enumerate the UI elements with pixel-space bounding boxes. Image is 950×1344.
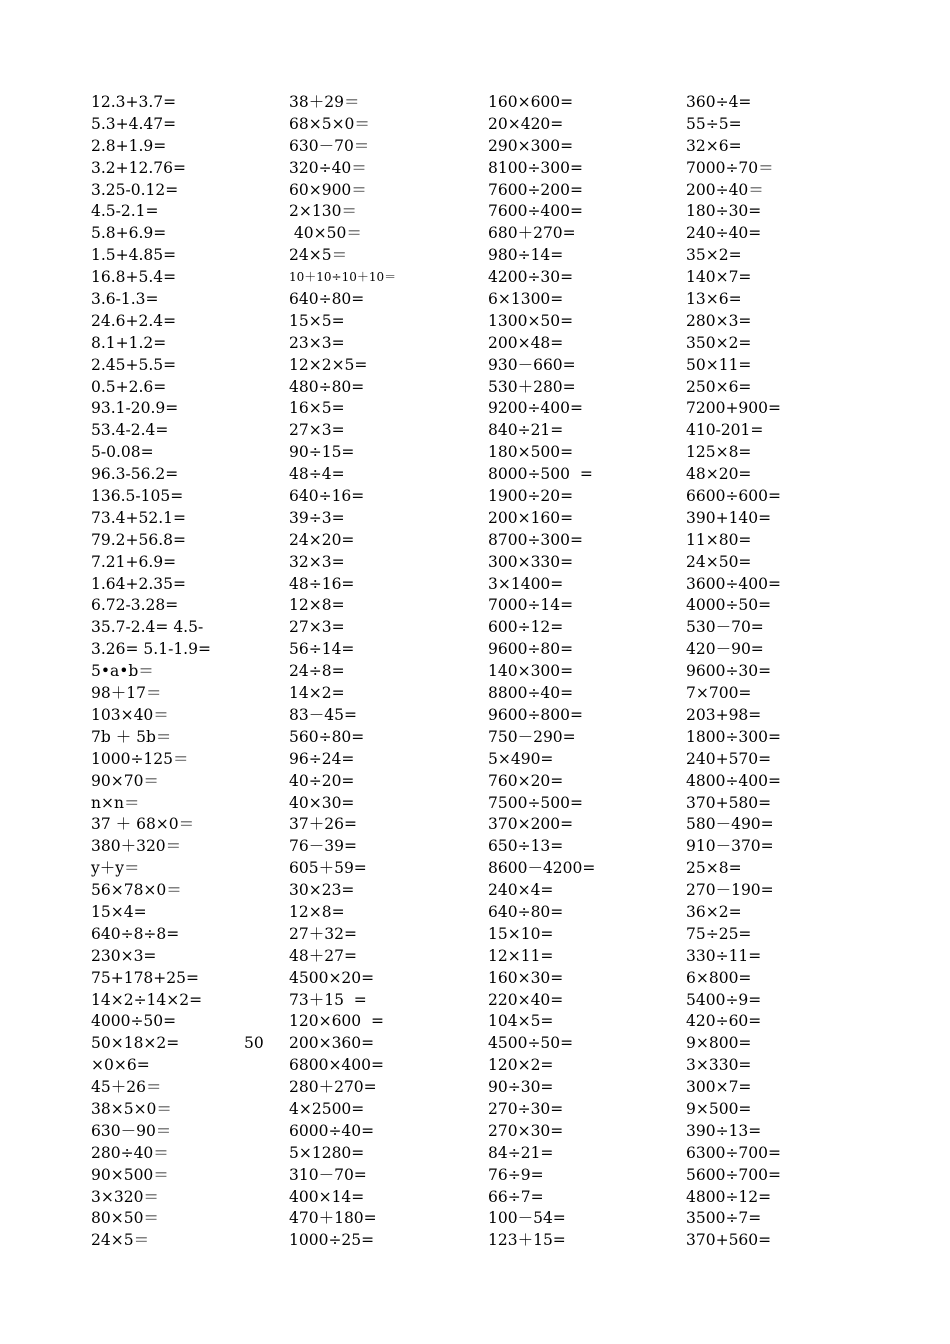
math-problem: 8700÷300= — [488, 530, 584, 549]
math-problem: 84÷21= — [488, 1143, 554, 1162]
math-problem: 5-0.08= — [91, 443, 154, 462]
math-problem: 38＋29＝ — [289, 93, 360, 111]
math-problem: 5600÷700= — [686, 1165, 782, 1184]
math-problem: 400×14= — [289, 1187, 365, 1206]
math-problem: 640÷80= — [488, 902, 564, 921]
math-problem: n×n＝ — [91, 793, 140, 812]
math-problem: 6600÷600= — [686, 487, 782, 506]
math-problem: 90×70＝ — [91, 771, 159, 790]
math-problem: 5×490= — [488, 749, 554, 768]
math-problem: 39÷3= — [289, 508, 345, 527]
math-problem: 7600÷200= — [488, 180, 584, 199]
math-problem: 48÷16= — [289, 574, 355, 593]
math-problem: 14×2÷14×2= — [91, 990, 203, 1009]
math-problem: 35×2= — [686, 246, 742, 265]
math-problem: 50×18×2= — [91, 1034, 180, 1053]
math-problem: 4000÷50= — [91, 1012, 177, 1031]
math-problem: 32×3= — [289, 552, 345, 571]
math-problem: 3.2+12.76= — [91, 158, 186, 177]
stray-number: 50 — [244, 1034, 264, 1052]
math-problem: 2.45+5.5= — [91, 355, 177, 374]
math-problem: 8600－4200= — [488, 859, 596, 878]
math-problem: ×0×6= — [91, 1056, 150, 1075]
math-problem: 6800×400= — [289, 1056, 385, 1075]
math-problem: 5•a•b＝ — [91, 662, 154, 681]
math-problem: 280÷40＝ — [91, 1143, 169, 1162]
math-problem: 320÷40＝ — [289, 158, 367, 177]
math-problem: 27＋32= — [289, 924, 357, 943]
math-problem: 180÷30= — [686, 202, 762, 221]
math-problem: 66÷7= — [488, 1187, 544, 1206]
math-problem: 680＋270= — [488, 224, 576, 243]
math-problem: 1.5+4.85= — [91, 246, 177, 265]
math-problem: 4×2500= — [289, 1099, 365, 1118]
math-problem: 90×500＝ — [91, 1165, 169, 1184]
math-problem: 24÷8= — [289, 662, 345, 681]
math-problem: 370+580= — [686, 793, 772, 812]
math-problem: 200×48= — [488, 333, 564, 352]
math-problem: 27×3= — [289, 618, 345, 637]
math-problem: 76÷9= — [488, 1165, 544, 1184]
math-problem: 7000÷70＝ — [686, 158, 774, 177]
math-problem: 7×700= — [686, 684, 752, 703]
math-problem: 640÷8÷8= — [91, 924, 180, 943]
math-problem: 3×320＝ — [91, 1187, 159, 1206]
math-problem: 73.4+52.1= — [91, 508, 186, 527]
math-problem: 55÷5= — [686, 114, 742, 133]
math-problem: 9200÷400= — [488, 399, 584, 418]
math-problem: y＋y＝ — [91, 859, 140, 878]
math-problem: 9600÷30= — [686, 662, 772, 681]
math-problem: 48×20= — [686, 465, 752, 484]
math-problem: 12×2×5= — [289, 355, 368, 374]
math-problem: 200×360= — [289, 1034, 375, 1053]
math-problem: 3.25-0.12= — [91, 180, 179, 199]
math-problem: 125×8= — [686, 443, 752, 462]
math-problem: 136.5-105= — [91, 487, 184, 506]
math-problem: 12.3+3.7= — [91, 93, 177, 111]
math-problem: 5400÷9= — [686, 990, 762, 1009]
math-problem: 220×40= — [488, 990, 564, 1009]
math-problem: 90÷30= — [488, 1078, 554, 1097]
math-problem: 36×2= — [686, 902, 742, 921]
math-problem: 24×20= — [289, 530, 355, 549]
math-problem: 3×1400= — [488, 574, 564, 593]
math-problem: 24×50= — [686, 552, 752, 571]
math-problem: 73＋15 = — [289, 990, 367, 1009]
math-problem: 4500÷50= — [488, 1034, 574, 1053]
math-problem: 11×80= — [686, 530, 752, 549]
math-problem: 10＋10÷10＋10＝ — [289, 270, 397, 285]
math-problem: 93.1-20.9= — [91, 399, 179, 418]
math-problem: 760×20= — [488, 771, 564, 790]
math-problem: 240+570= — [686, 749, 772, 768]
math-problem: 750－290= — [488, 727, 576, 746]
math-problem: 3600÷400= — [686, 574, 782, 593]
math-problem: 560÷80= — [289, 727, 365, 746]
math-problem: 25×8= — [686, 859, 742, 878]
math-problem: 1000÷125＝ — [91, 749, 189, 768]
math-problem: 40×50＝ — [289, 224, 362, 243]
math-problem: 200÷40＝ — [686, 180, 764, 199]
math-problem: 5×1280= — [289, 1143, 365, 1162]
math-problem: 8800÷40= — [488, 684, 574, 703]
math-problem: 48÷4= — [289, 465, 345, 484]
math-problem: 290×300= — [488, 136, 574, 155]
math-problem: 1000÷25= — [289, 1231, 375, 1250]
math-problem: 7000÷14= — [488, 596, 574, 615]
math-problem: 9×800= — [686, 1034, 752, 1053]
math-problem: 380＋320＝ — [91, 837, 182, 856]
math-problem: 270×30= — [488, 1121, 564, 1140]
math-problem: 4.5-2.1= — [91, 202, 159, 221]
math-problem: 76－39= — [289, 837, 357, 856]
math-problem: 250×6= — [686, 377, 752, 396]
math-problem: 420－90= — [686, 640, 764, 659]
problem-column-2 — [289, 92, 396, 1252]
math-problem: 5.8+6.9= — [91, 224, 167, 243]
math-problem: 270－190= — [686, 881, 774, 900]
math-problem: 103×40＝ — [91, 705, 169, 724]
math-problem: 390÷13= — [686, 1121, 762, 1140]
math-problem: 40÷20= — [289, 771, 355, 790]
math-problem: 123＋15= — [488, 1231, 566, 1250]
math-problem: 75+178+25= — [91, 968, 199, 987]
math-problem: 27×3= — [289, 421, 345, 440]
math-problem: 3×330= — [686, 1056, 752, 1075]
math-problem: 16.8+5.4= — [91, 268, 177, 287]
math-problem: 240÷40= — [686, 224, 762, 243]
math-problem: 75÷25= — [686, 924, 752, 943]
math-problem: 280×3= — [686, 311, 752, 330]
math-problem: 280＋270= — [289, 1078, 377, 1097]
math-problem: 38×5×0＝ — [91, 1099, 172, 1118]
math-problem: 300×330= — [488, 552, 574, 571]
math-problem: 45＋26＝ — [91, 1078, 162, 1097]
math-problem: 310－70= — [289, 1165, 367, 1184]
math-problem: 9600÷80= — [488, 640, 574, 659]
math-problem: 3500÷7= — [686, 1209, 762, 1228]
math-problem: 7b ＋ 5b＝ — [91, 727, 172, 746]
problem-column-4 — [686, 92, 781, 1252]
math-problem: 120×2= — [488, 1056, 554, 1075]
math-problem: 7.21+6.9= — [91, 552, 177, 571]
math-problem: 2×130＝ — [289, 202, 357, 221]
math-problem: 270÷30= — [488, 1099, 564, 1118]
math-problem: 160×30= — [488, 968, 564, 987]
math-problem: 37＋26= — [289, 815, 357, 834]
math-problem: 470＋180= — [289, 1209, 377, 1228]
math-problem: 910－370= — [686, 837, 774, 856]
problem-column-3 — [488, 92, 595, 1252]
math-problem: 7200+900= — [686, 399, 782, 418]
math-problem: 640÷80= — [289, 290, 365, 309]
math-problem: 230×3= — [91, 946, 157, 965]
math-problem: 96.3-56.2= — [91, 465, 179, 484]
math-problem: 140×7= — [686, 268, 752, 287]
math-problem: 20×420= — [488, 114, 564, 133]
math-problem: 23×3= — [289, 333, 345, 352]
math-problem: 3.6-1.3= — [91, 290, 159, 309]
math-problem: 1800÷300= — [686, 727, 782, 746]
math-problem: 5.3+4.47= — [91, 114, 177, 133]
math-problem: 4500×20= — [289, 968, 375, 987]
math-problem: 8.1+1.2= — [91, 333, 167, 352]
math-problem: 37 ＋ 68×0＝ — [91, 815, 195, 834]
math-problem: 98＋17＝ — [91, 684, 162, 703]
math-problem: 13×6= — [686, 290, 742, 309]
math-problem: 370+560= — [686, 1231, 772, 1250]
math-problem: 160×600= — [488, 93, 574, 111]
math-problem: 980÷14= — [488, 246, 564, 265]
math-problem: 4800÷12= — [686, 1187, 772, 1206]
math-problem: 390+140= — [686, 508, 772, 527]
math-problem: 56÷14= — [289, 640, 355, 659]
math-problem: 930－660= — [488, 355, 576, 374]
math-problem: 330÷11= — [686, 946, 762, 965]
math-problem: 96÷24= — [289, 749, 355, 768]
math-problem: 350×2= — [686, 333, 752, 352]
math-problem: 4800÷400= — [686, 771, 782, 790]
math-problem: 4200÷30= — [488, 268, 574, 287]
math-problem: 30×23= — [289, 881, 355, 900]
math-problem: 203+98= — [686, 705, 762, 724]
math-problem: 15×5= — [289, 311, 345, 330]
math-problem: 240×4= — [488, 881, 554, 900]
math-problem: 100－54= — [488, 1209, 566, 1228]
math-problem: 410-201= — [686, 421, 764, 440]
math-problem: 83－45= — [289, 705, 357, 724]
math-problem: 15×10= — [488, 924, 554, 943]
math-problem: 68×5×0＝ — [289, 114, 370, 133]
math-problem: 6000÷40= — [289, 1121, 375, 1140]
math-problem: 640÷16= — [289, 487, 365, 506]
math-problem: 53.4-2.4= — [91, 421, 169, 440]
math-problem: 32×6= — [686, 136, 742, 155]
math-problem: 16×5= — [289, 399, 345, 418]
math-problem: 530＋280= — [488, 377, 576, 396]
math-problem: 480÷80= — [289, 377, 365, 396]
math-problem: 24×5＝ — [289, 246, 348, 265]
math-problem: 600÷12= — [488, 618, 564, 637]
math-problem: 360÷4= — [686, 93, 752, 111]
math-problem: 420÷60= — [686, 1012, 762, 1031]
math-problem: 840÷21= — [488, 421, 564, 440]
math-problem: 35.7-2.4= 4.5- — [91, 618, 204, 637]
math-problem: 6.72-3.28= — [91, 596, 179, 615]
math-problem: 8000÷500 = — [488, 465, 593, 484]
math-problem: 370×200= — [488, 815, 574, 834]
math-problem: 630－70＝ — [289, 136, 370, 155]
math-problem: 6×800= — [686, 968, 752, 987]
math-problem: 60×900＝ — [289, 180, 367, 199]
math-problem: 2.8+1.9= — [91, 136, 167, 155]
math-problem: 0.5+2.6= — [91, 377, 167, 396]
math-problem: 180×500= — [488, 443, 574, 462]
math-problem: 140×300= — [488, 662, 574, 681]
problem-column-1 — [91, 92, 211, 1252]
math-problem: 8100÷300= — [488, 158, 584, 177]
math-problem: 200×160= — [488, 508, 574, 527]
math-problem: 12×8= — [289, 596, 345, 615]
math-problem: 12×8= — [289, 902, 345, 921]
math-problem: 56×78×0＝ — [91, 881, 182, 900]
math-problem: 14×2= — [289, 684, 345, 703]
math-problem: 605＋59= — [289, 859, 367, 878]
math-problem: 4000÷50= — [686, 596, 772, 615]
math-problem: 80×50＝ — [91, 1209, 159, 1228]
math-problem: 530－70= — [686, 618, 764, 637]
math-problem: 79.2+56.8= — [91, 530, 186, 549]
math-problem: 9600÷800= — [488, 705, 584, 724]
math-problem: 3.26= 5.1-1.9= — [91, 640, 211, 659]
math-problem: 12×11= — [488, 946, 554, 965]
math-problem: 15×4= — [91, 902, 147, 921]
math-problem: 9×500= — [686, 1099, 752, 1118]
math-problem: 630－90＝ — [91, 1121, 172, 1140]
math-problem: 90÷15= — [289, 443, 355, 462]
math-problem: 50×11= — [686, 355, 752, 374]
math-problem: 48＋27= — [289, 946, 357, 965]
math-problem: 650÷13= — [488, 837, 564, 856]
math-problem: 40×30= — [289, 793, 355, 812]
math-problem: 120×600 = — [289, 1012, 384, 1031]
math-problem: 104×5= — [488, 1012, 554, 1031]
math-problem: 6×1300= — [488, 290, 564, 309]
math-problem: 300×7= — [686, 1078, 752, 1097]
math-problem: 7500÷500= — [488, 793, 584, 812]
math-problem: 580－490= — [686, 815, 774, 834]
math-problem: 1900÷20= — [488, 487, 574, 506]
math-problem: 24.6+2.4= — [91, 311, 177, 330]
math-problem: 1.64+2.35= — [91, 574, 186, 593]
math-problem: 6300÷700= — [686, 1143, 782, 1162]
math-problem: 7600÷400= — [488, 202, 584, 221]
math-problem: 24×5＝ — [91, 1231, 150, 1250]
math-problem: 1300×50= — [488, 311, 574, 330]
